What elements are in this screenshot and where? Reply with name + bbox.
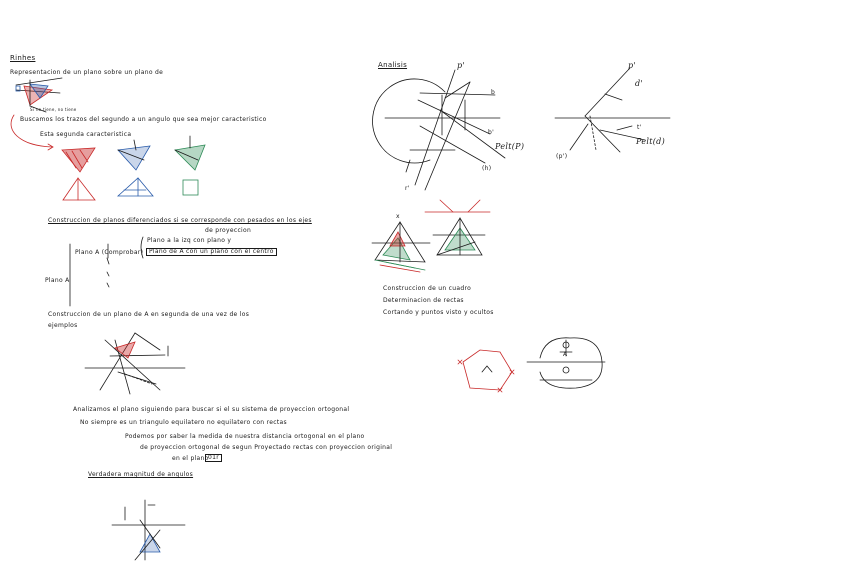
pyramid-left [372, 222, 430, 272]
pyramid-right [425, 200, 490, 255]
brace-label-1a: Plano a la izq con plano y [147, 237, 232, 244]
circle-diagram [527, 338, 605, 388]
note-line-2: Esta segunda caracteristica [40, 131, 132, 138]
right-title: Analisis [378, 61, 408, 69]
hexagon-red [458, 350, 514, 392]
note-line-1: Buscamos los trazos del segundo a un angulo que sea mejor caracteristico [20, 116, 267, 123]
triangle-red-hatched [62, 148, 95, 172]
section-2-sub: de proyeccion [205, 227, 252, 234]
label-ti: t' [637, 124, 642, 131]
section-2-heading: Construccion de planos diferenciados si se corresponde con pesados en los ejes [48, 217, 312, 224]
paragraph-5-box: 01r [205, 454, 222, 462]
diagram-angle-magnitude [112, 500, 185, 560]
label-b: b [491, 89, 496, 96]
brace-label-2: Plano A [45, 277, 70, 284]
triangle-green [175, 136, 205, 170]
label-p: p' [457, 61, 465, 70]
page-title: Rinhes [10, 54, 36, 62]
label-p2: p' [628, 61, 636, 70]
paragraph-3: Podemos por saber la medida de nuestra distancia ortogonal en el plano [125, 433, 365, 440]
label-bp: b' [488, 129, 495, 136]
label-pp: (p') [556, 153, 568, 160]
label-h: (h) [482, 165, 492, 172]
paragraph-4: de proyeccion ortogonal de segun Proyectado rectas con proyeccion original [140, 444, 393, 451]
right-list-3: Cortando y puntos visto y ocultos [383, 309, 494, 316]
section-3-sub: ejemplos [48, 322, 78, 329]
label-pelt-2: Pelt(d) [636, 137, 665, 146]
label-pelt: Pelt(P) [495, 142, 525, 151]
section-3-heading: Construccion de un plano de A en segunda de una vez de los [48, 311, 250, 318]
label-A: A [563, 351, 568, 358]
paragraph-1: Analizamos el plano siguiendo para buscar si el su sistema de proyeccion ortogonal [73, 406, 350, 413]
right-list-1: Construccion de un cuadro [383, 285, 472, 292]
annotation-small: Si no tiene, no tiene [30, 107, 77, 112]
triangle-blue [118, 140, 150, 170]
diagram-plane-projection [85, 333, 185, 394]
right-list-2: Determinacion de rectas [383, 297, 464, 304]
triangle-blue-outline [118, 178, 153, 196]
green-square [183, 180, 198, 195]
paragraph-5: en el plano [172, 455, 209, 462]
label-d: d' [635, 79, 643, 88]
diagram-analysis-circle [373, 70, 505, 190]
paragraph-2: No siempre es un triangulo equilatero no equilatero con rectas [80, 419, 287, 426]
brace-label-1b: Plano de A con un plano con el centro [146, 248, 277, 256]
triangle-red-outline [63, 178, 95, 200]
brace-label-1: Plano A (Comprobar) [75, 249, 144, 256]
label-x: x [396, 213, 400, 220]
section-4-heading: Verdadera magnitud de angulos [88, 471, 194, 478]
subtitle: Representacion de un plano sobre un plano de [10, 69, 164, 76]
label-r: r' [405, 185, 410, 192]
